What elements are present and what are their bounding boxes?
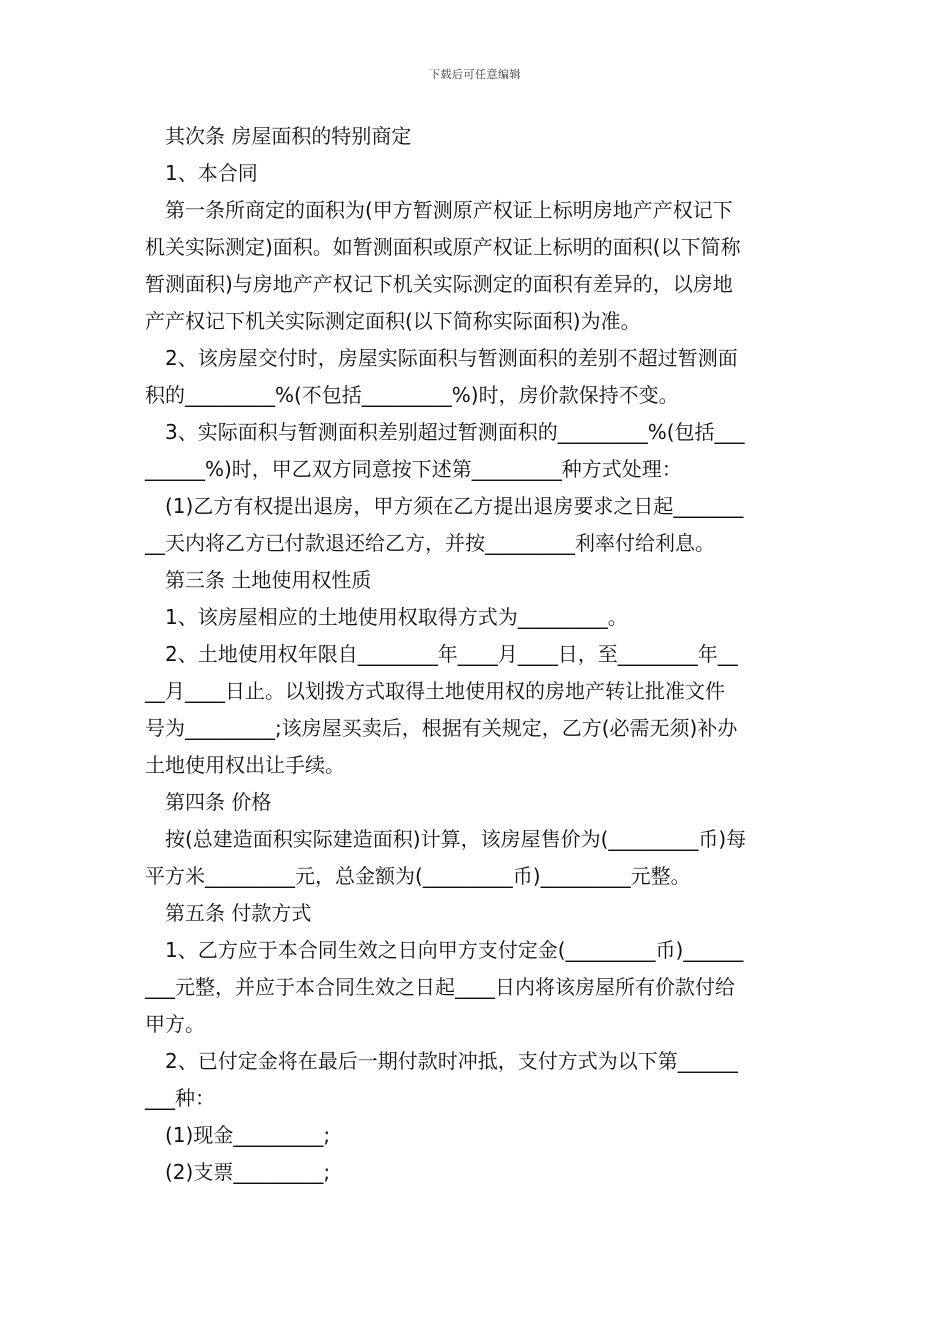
text-line: 第三条 土地使用权性质 — [165, 568, 372, 592]
text-line: 产产权记下机关实际测定面积(以下简称实际面积)为准。 — [145, 309, 641, 333]
text-line: 第五条 付款方式 — [165, 901, 312, 925]
text-line: ______%)时，甲乙双方同意按下述第_________种方式处理： — [145, 457, 682, 481]
text-line: 平方米_________元，总金额为(_________币)_________元整。 — [145, 864, 691, 888]
text-line: (1)现金_________; — [165, 1123, 331, 1147]
text-line: 1、乙方应于本合同生效之日向甲方支付定金(_________币)______ — [165, 938, 744, 962]
page-header: 下载后可任意编辑 — [429, 68, 521, 81]
text-line: __月____日止。以划拨方式取得土地使用权的房地产转让批准文件 — [145, 679, 725, 703]
text-line: 积的_________%(不包括_________%)时，房价款保持不变。 — [145, 383, 679, 407]
text-line: 号为_________;该房屋买卖后，根据有关规定，乙方(必需无须)补办 — [145, 716, 738, 740]
text-line: 第四条 价格 — [165, 790, 272, 814]
text-line: 甲方。 — [145, 1012, 205, 1036]
text-line: 1、该房屋相应的土地使用权取得方式为_________。 — [165, 605, 628, 629]
text-line: 3、实际面积与暂测面积差别超过暂测面积的_________%(包括___ — [165, 420, 745, 444]
text-line: ___元整，并应于本合同生效之日起____日内将该房屋所有价款付给 — [145, 975, 735, 999]
text-line: 暂测面积)与房地产产权记下机关实际测定的面积有差异的，以房地 — [145, 272, 733, 296]
text-line: 按(总建造面积实际建造面积)计算，该房屋售价为(_________币)每 — [165, 827, 747, 851]
text-line: __天内将乙方已付款退还给乙方，并按_________利率付给利息。 — [145, 531, 715, 555]
text-line: 2、已付定金将在最后一期付款时冲抵，支付方式为以下第______ — [165, 1049, 738, 1073]
text-line: ___种： — [145, 1086, 215, 1110]
text-line: 1、本合同 — [165, 161, 258, 185]
text-line: 机关实际测定)面积。如暂测面积或原产权证上标明的面积(以下简称 — [145, 235, 741, 259]
text-line: 其次条 房屋面积的特别商定 — [165, 124, 412, 148]
text-line: 2、该房屋交付时，房屋实际面积与暂测面积的差别不超过暂测面 — [165, 346, 738, 370]
text-line: (2)支票_________; — [165, 1160, 331, 1184]
text-line: 第一条所商定的面积为(甲方暂测原产权证上标明房地产产权记下 — [165, 198, 733, 222]
text-line: 2、土地使用权年限自________年____月____日，至________年__ — [165, 642, 738, 666]
text-line: 土地使用权出让手续。 — [145, 753, 345, 777]
text-line: (1)乙方有权提出退房，甲方须在乙方提出退房要求之日起_______ — [165, 494, 744, 518]
document-body — [145, 118, 810, 1191]
